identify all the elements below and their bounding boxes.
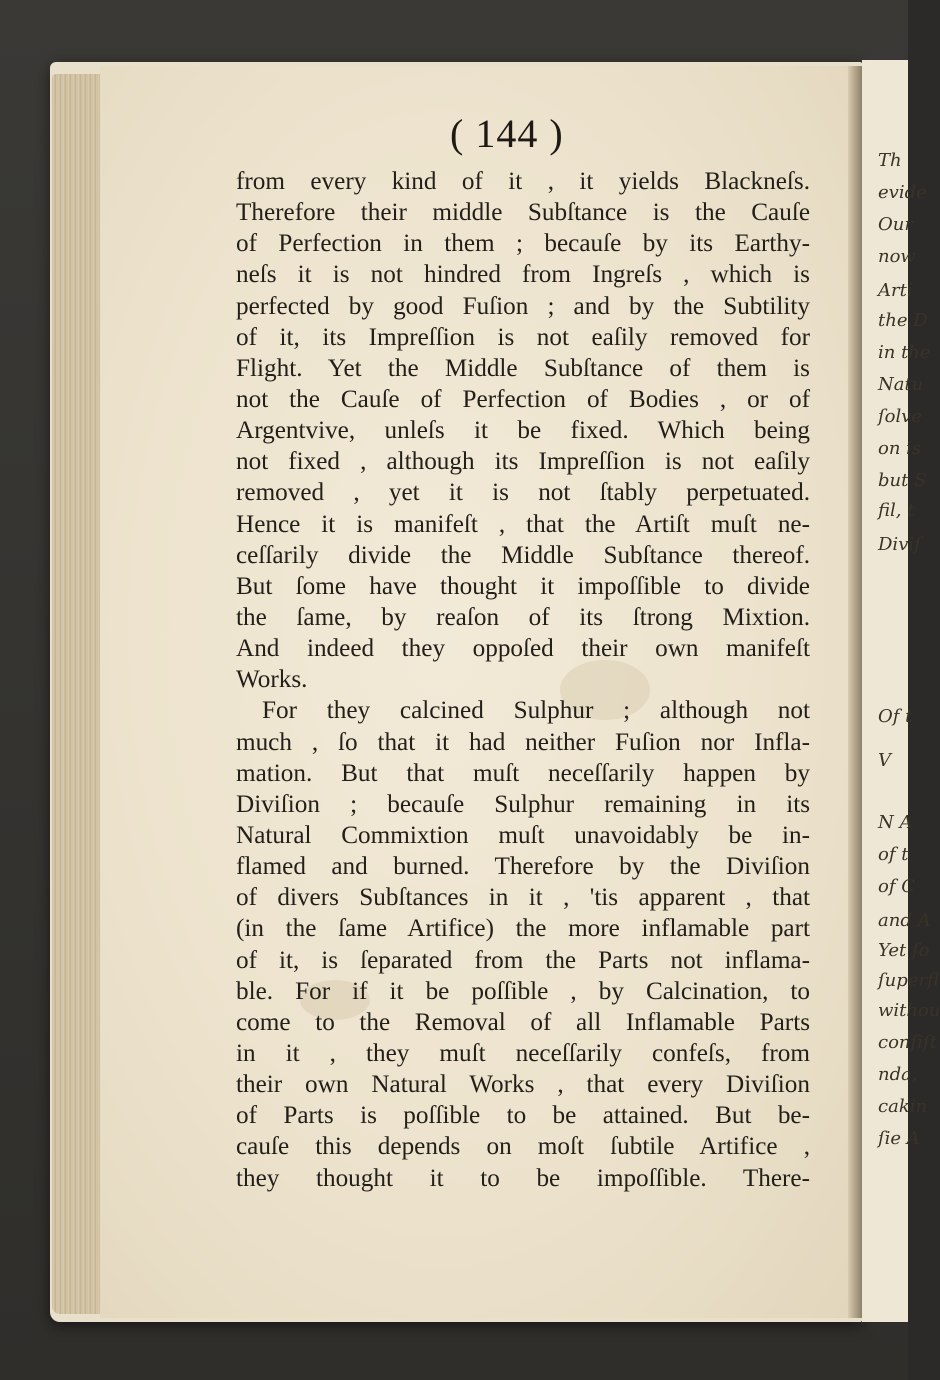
- text-line: of divers Subſtances in it , 'tis apparent , that: [236, 884, 810, 912]
- text-line: perfected by good Fuſion ; and by the Subtility: [236, 292, 810, 320]
- text-line: neſs it is not hindred from Ingreſs , which is: [236, 261, 810, 289]
- facing-page-fragment: N A: [878, 812, 913, 833]
- text-line: Works.: [236, 666, 308, 694]
- text-line: of it, its Impreſſion is not eaſily removed for: [236, 323, 810, 351]
- facing-page-fragment: withou: [878, 1000, 940, 1021]
- facing-page-fragment: on is: [878, 438, 922, 459]
- text-line: come to the Removal of all Inflamable Parts: [236, 1008, 810, 1036]
- text-line: not the Cauſe of Perfection of Bodies , or of: [236, 385, 810, 413]
- facing-page-fragment: but S: [878, 470, 927, 491]
- text-line: Hence it is manifeſt , that the Artiſt muſt ne-: [236, 510, 810, 538]
- facing-page-fragment: nda,: [878, 1064, 918, 1085]
- text-line: of Perfection in them ; becauſe by its Earthy-: [236, 230, 810, 258]
- text-line: from every kind of it , it yields Blackneſs.: [236, 168, 810, 195]
- page-number: ( 144 ): [450, 111, 564, 156]
- text-line: But ſome have thought it impoſſible to divide: [236, 572, 810, 600]
- facing-page-fragment: conſiſt: [878, 1032, 937, 1053]
- text-line: Argentvive, unleſs it be fixed. Which being: [236, 417, 810, 445]
- facing-page-fragment: of t: [878, 844, 909, 865]
- facing-page-fragment: Diviſ: [878, 534, 921, 555]
- text-line: of it, is ſeparated from the Parts not inflama-: [236, 946, 810, 974]
- text-line: And indeed they oppoſed their own manifeſt: [236, 635, 810, 663]
- facing-page-fragment: Arti: [878, 280, 913, 301]
- facing-page-fragment: Of t: [878, 706, 913, 727]
- facing-page: [862, 60, 940, 1322]
- facing-page-fragment: Yet ſo: [878, 940, 930, 961]
- facing-page-fragment: cakin: [878, 1096, 928, 1117]
- text-line: they thought it to be impoſſible. There-: [236, 1164, 810, 1192]
- facing-page-fragment: Th: [878, 150, 902, 171]
- facing-page-fragment: evide: [878, 182, 927, 203]
- book-gutter: [848, 66, 862, 1318]
- facing-page-fragment: the D: [878, 310, 928, 331]
- text-line: cauſe this depends on moſt ſubtile Artifice ,: [236, 1133, 810, 1161]
- text-line: Diviſion ; becauſe Sulphur remaining in its: [236, 790, 810, 818]
- text-line: removed , yet it is not ſtably perpetuated.: [236, 479, 810, 507]
- text-line: in it , they muſt neceſſarily confeſs, from: [236, 1039, 810, 1067]
- text-line: much , ſo that it had neither Fuſion nor Infla-: [236, 728, 810, 756]
- text-line: mation. But that muſt neceſſarily happen by: [236, 759, 810, 787]
- text-line: of Parts is poſſible to be attained. But be-: [236, 1102, 810, 1130]
- page-text: [236, 166, 810, 1194]
- facing-page-fragment: in the: [878, 342, 931, 363]
- facing-page-fragment: ſie A: [878, 1128, 920, 1149]
- text-line: the ſame, by reaſon of its ſtrong Mixtion.: [236, 603, 810, 631]
- facing-page-fragment: Our: [878, 214, 913, 235]
- text-line: their own Natural Works , that every Diviſion: [236, 1071, 810, 1099]
- text-line: Flight. Yet the Middle Subſtance of them is: [236, 354, 810, 382]
- text-line: For they calcined Sulphur ; although not: [262, 697, 810, 725]
- facing-page-fragment: ſuperfl: [878, 970, 940, 991]
- text-line: Natural Commixtion muſt unavoidably be in-: [236, 821, 810, 849]
- text-line: not fixed , although its Impreſſion is not eaſily: [236, 448, 810, 476]
- text-line: ceſſarily divide the Middle Subſtance thereof.: [236, 541, 810, 569]
- facing-page-fragment: V: [878, 750, 891, 771]
- facing-page-fragment: now: [878, 246, 916, 267]
- facing-page-fragment: fil, t: [878, 500, 915, 521]
- text-line: ble. For if it be poſſible , by Calcination, to: [236, 977, 810, 1005]
- facing-page-fragment: and A: [878, 910, 931, 931]
- facing-page-fragment: ſolve: [878, 406, 923, 427]
- facing-page-fragment: of C: [878, 876, 915, 897]
- text-line: (in the ſame Artifice) the more inflamable part: [236, 915, 810, 943]
- text-line: Therefore their middle Subſtance is the Cauſe: [236, 199, 810, 227]
- text-line: flamed and burned. Therefore by the Diviſion: [236, 853, 810, 881]
- facing-page-fragment: Natu: [878, 374, 924, 395]
